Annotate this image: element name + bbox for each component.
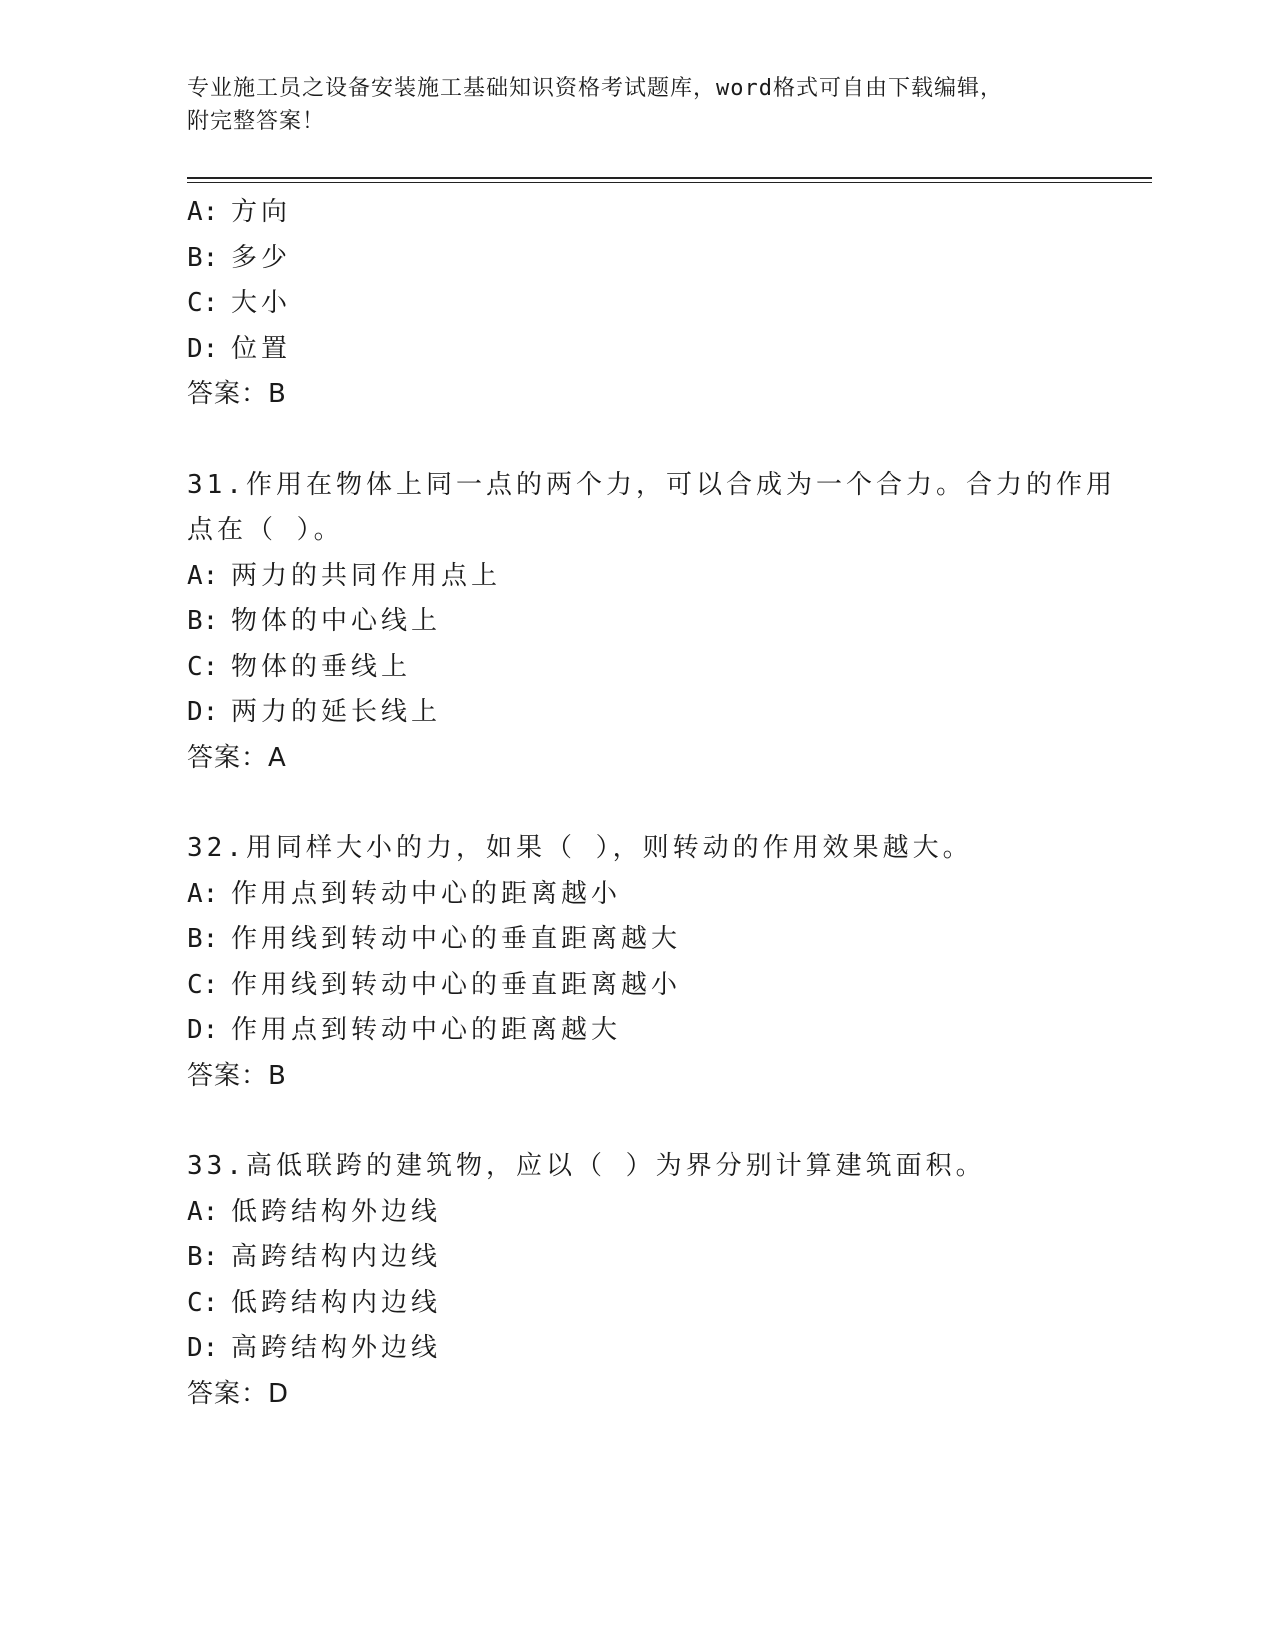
option-text: 高跨结构外边线 <box>231 1333 442 1363</box>
option-letter: D: <box>187 333 219 364</box>
option-text: 位置 <box>231 333 292 364</box>
option-d <box>187 1008 1087 1054</box>
option-text: 大小 <box>231 288 292 318</box>
option-a <box>187 872 1087 918</box>
option-b <box>187 599 1087 645</box>
document-header <box>187 72 1087 138</box>
option-letter: A: <box>187 560 219 591</box>
option-c <box>187 1281 1087 1327</box>
option-letter: D: <box>187 1015 219 1045</box>
option-text: 两力的延长线上 <box>231 697 442 727</box>
option-text: 物体的中心线上 <box>231 606 442 636</box>
question-32 <box>187 826 1087 1099</box>
question-stem: 32.用同样大小的力，如果（ ），则转动的作用效果越大。 <box>187 833 973 863</box>
option-b <box>187 1235 1087 1281</box>
header-divider <box>187 177 1152 179</box>
option-letter: C: <box>187 651 219 682</box>
option-a <box>187 554 1087 600</box>
option-d <box>187 327 1087 373</box>
option-a <box>187 190 1087 236</box>
option-text: 作用点到转动中心的距离越小 <box>231 878 622 909</box>
option-letter: D: <box>187 697 219 727</box>
answer-line: 答案：D <box>187 1378 290 1409</box>
option-letter: A: <box>187 197 219 227</box>
option-text: 高跨结构内边线 <box>231 1242 442 1272</box>
option-a <box>187 1190 1087 1236</box>
option-letter: C: <box>187 288 219 318</box>
question-31 <box>187 463 1116 782</box>
answer-line: 答案：A <box>187 742 287 773</box>
option-text: 作用线到转动中心的垂直距离越大 <box>231 924 682 954</box>
option-text: 作用线到转动中心的垂直距离越小 <box>231 969 682 1000</box>
option-c <box>187 963 1087 1009</box>
header-line-2: 附完整答案！ <box>187 109 326 134</box>
answer-line: 答案：B <box>187 1060 287 1091</box>
option-d <box>187 690 1087 736</box>
option-letter: B: <box>187 924 219 954</box>
option-text: 方向 <box>231 197 292 227</box>
option-c <box>187 281 1087 327</box>
option-text: 两力的共同作用点上 <box>231 560 502 591</box>
question-30 <box>187 190 1087 418</box>
option-letter: B: <box>187 1242 219 1272</box>
spacer <box>187 781 1087 826</box>
question-33 <box>187 1144 1087 1417</box>
question-list <box>187 190 1116 1417</box>
option-text: 多少 <box>231 242 292 273</box>
option-letter: A: <box>187 878 219 909</box>
option-text: 物体的垂线上 <box>231 651 412 682</box>
answer-line: 答案：B <box>187 379 287 409</box>
header-divider-thin <box>187 182 1152 183</box>
option-b <box>187 917 1087 963</box>
option-text: 低跨结构外边线 <box>231 1196 442 1227</box>
option-b <box>187 236 1087 282</box>
option-text: 作用点到转动中心的距离越大 <box>231 1015 622 1045</box>
option-text: 低跨结构内边线 <box>231 1287 442 1318</box>
question-stem: 31.作用在物体上同一点的两个力，可以合成为一个合力。合力的作用 <box>187 469 1116 500</box>
spacer <box>187 418 1087 463</box>
header-line-1: 专业施工员之设备安装施工基础知识资格考试题库，word格式可自由下载编辑， <box>187 76 1003 101</box>
question-stem: 33.高低联跨的建筑物，应以（ ）为界分别计算建筑面积。 <box>187 1151 986 1181</box>
option-letter: B: <box>187 606 219 636</box>
question-stem-cont: 点在（ ）。 <box>187 515 344 545</box>
option-letter: C: <box>187 1287 219 1318</box>
option-letter: A: <box>187 1196 219 1227</box>
option-c <box>187 645 1087 691</box>
spacer <box>187 1099 1087 1144</box>
option-letter: B: <box>187 242 219 273</box>
option-letter: C: <box>187 969 219 1000</box>
option-letter: D: <box>187 1333 219 1363</box>
option-d <box>187 1326 1087 1372</box>
